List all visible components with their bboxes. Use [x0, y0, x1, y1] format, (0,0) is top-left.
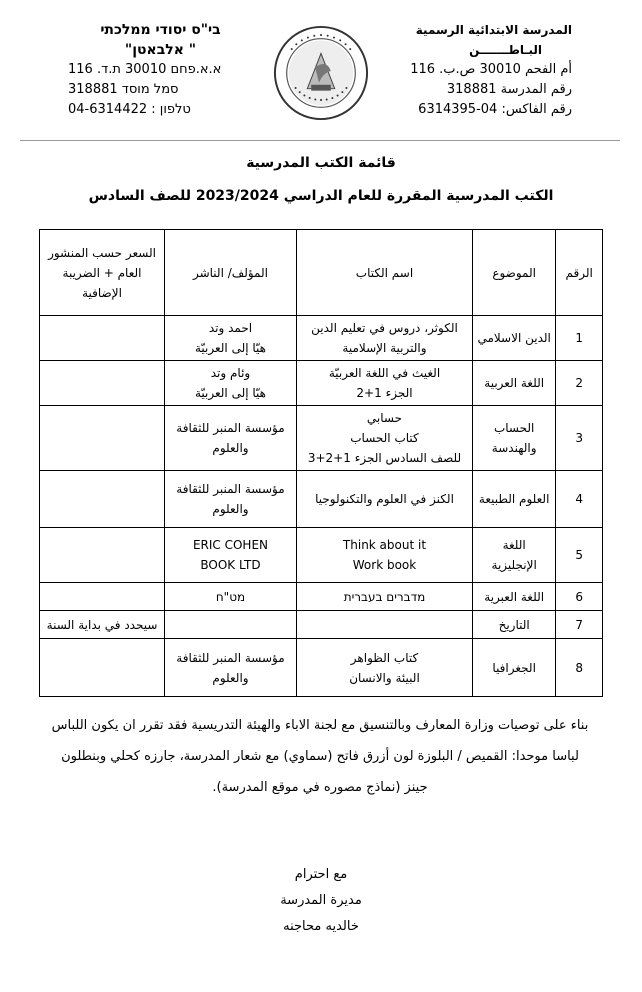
cell-subject: [473, 528, 556, 583]
cell-subject: [473, 639, 556, 697]
header-book: اسم الكتاب: [296, 230, 472, 316]
cell-author-line: هيّا إلى العربيّة: [194, 341, 266, 355]
cell-author: [165, 361, 297, 406]
school-sub-hebrew: " אלבאטן": [124, 42, 197, 58]
cell-author: [165, 611, 297, 639]
header-price: [40, 230, 165, 316]
table-row: [40, 583, 603, 611]
cell-book-line: الكوثر، دروس في تعليم الدين: [311, 321, 458, 335]
cell-price: سيحدد في بداية السنة: [40, 611, 165, 639]
svg-text:• • • • • • • • • • •: • • • • • • • • • • •: [290, 84, 352, 105]
cell-price: [40, 528, 165, 583]
cell-num: 6: [556, 583, 603, 611]
cell-subject-line: والهندسة: [491, 441, 537, 455]
cell-book-line: كتاب الحساب: [350, 431, 419, 445]
cell-subject-line: الإنجليزية: [491, 558, 537, 572]
cell-subject-line: العلوم الطبيعة: [478, 492, 550, 506]
table-row: [40, 639, 603, 697]
cell-num: 7: [556, 611, 603, 639]
school-number-arabic: رقم المدرسة 318881: [446, 82, 572, 97]
cell-book-line: الغيث في اللغة العربيّة: [328, 366, 441, 380]
header-hebrew-block: [68, 20, 253, 120]
cell-author-line: مؤسسة المنبر للثقافة: [176, 421, 285, 435]
cell-book-line: كتاب الظواهر: [350, 650, 419, 665]
fax-arabic: رقم الفاكس: 04-6314395: [418, 102, 572, 117]
cell-author: [165, 583, 297, 611]
cell-book-line: Think about it: [342, 538, 427, 552]
cell-book: [296, 316, 472, 361]
cell-author-line: احمد وتد: [208, 321, 253, 335]
table-row: [40, 361, 603, 406]
cell-author-line: مؤسسة المنبر للثقافة: [176, 482, 285, 496]
signature-role: مديرة المدرسة: [280, 893, 362, 908]
table-header-row: [40, 230, 603, 316]
cell-book-line: Work book: [352, 558, 417, 572]
cell-subject-line: الجغرافيا: [492, 660, 536, 675]
cell-subject-line: اللغة العربية: [484, 376, 545, 390]
cell-subject: [473, 583, 556, 611]
cell-price: [40, 406, 165, 471]
cell-book-line: للصف السادس الجزء 1+2+3: [307, 451, 462, 465]
cell-author-line: والعلوم: [212, 441, 249, 455]
cell-num: 3: [556, 406, 603, 471]
school-name-arabic: المدرسة الابتدائية الرسمية: [415, 23, 572, 37]
address-arabic: أم الفحم 30010 ص.ب. 116: [410, 62, 572, 77]
table-row: [40, 471, 603, 528]
cell-author-line: والعلوم: [212, 502, 249, 516]
school-sub-arabic: البـاطـــــــن: [469, 43, 542, 57]
cell-book: [296, 471, 472, 528]
header-divider: [20, 140, 620, 141]
signature-greeting: مع احترام: [294, 867, 348, 882]
cell-book: [296, 406, 472, 471]
address-hebrew: א.א.פחם 30010 ת.ד. 116: [68, 62, 222, 77]
header-price-line: العام + الضريبة: [62, 265, 142, 280]
signature-block: [0, 862, 642, 940]
cell-author: [165, 471, 297, 528]
table-row: [40, 611, 603, 639]
cell-subject-line: الحساب: [493, 421, 535, 435]
table-row: [40, 316, 603, 361]
school-name-hebrew: בי"ס יסודי ממלכתי: [100, 22, 221, 38]
notice-line: لباسا موحدا: القميص / البلوزة لون أزرق فاتح (سماوي) مع شعار المدرسة، جارزه كحلي وبنطلون: [61, 749, 579, 764]
cell-author-line: مؤسسة المنبر للثقافة: [176, 650, 285, 665]
cell-author: [165, 406, 297, 471]
cell-book-line: الجزء 1+2: [356, 386, 413, 400]
cell-subject-line: الدين الاسلامي: [477, 331, 551, 345]
cell-book: [296, 583, 472, 611]
cell-subject-line: اللغة: [502, 538, 526, 552]
books-table: [39, 229, 603, 697]
cell-book-line: الكنز في العلوم والتكنولوجيا: [315, 492, 454, 506]
svg-text:• • • • • • • • • • •: • • • • • • • • • • •: [287, 31, 355, 54]
header-subject: الموضوع: [473, 230, 556, 316]
header-arabic-block: [372, 20, 572, 120]
cell-author: [165, 528, 297, 583]
cell-author: [165, 639, 297, 697]
cell-book: [296, 611, 472, 639]
cell-author-line: وئام وتد: [210, 366, 251, 380]
cell-num: 8: [556, 639, 603, 697]
cell-author-line: ERIC COHEN: [192, 538, 269, 552]
cell-subject: [473, 471, 556, 528]
cell-subject-line: التاريخ: [498, 617, 530, 632]
header-author: المؤلف/ الناشر: [165, 230, 297, 316]
cell-book-line: מדברים בעברית: [343, 589, 426, 604]
cell-price: [40, 639, 165, 697]
cell-author-line: هيّا إلى العربيّة: [194, 386, 266, 400]
table-row: [40, 406, 603, 471]
header-price-line: الإضافية: [82, 285, 122, 300]
cell-author-line: BOOK LTD: [200, 558, 261, 572]
cell-subject-line: اللغة العبرية: [484, 589, 545, 604]
school-number-hebrew: סמל מוסד 318881: [68, 82, 179, 97]
cell-book-line: حسابي: [366, 411, 403, 425]
cell-price: [40, 316, 165, 361]
cell-book-line: والتربية الإسلامية: [342, 341, 427, 355]
cell-subject: [473, 316, 556, 361]
cell-price: [40, 471, 165, 528]
cell-num: 4: [556, 471, 603, 528]
cell-book: [296, 639, 472, 697]
cell-num: 2: [556, 361, 603, 406]
cell-author-line: والعلوم: [212, 670, 249, 685]
cell-subject: [473, 611, 556, 639]
cell-book: [296, 528, 472, 583]
school-seal-logo: [272, 24, 370, 122]
table-row: [40, 528, 603, 583]
page-subtitle: الكتب المدرسية المقررة للعام الدراسي 2023/2024 للصف السادس: [88, 188, 554, 204]
cell-price: [40, 583, 165, 611]
cell-author: [165, 316, 297, 361]
uniform-notice: [40, 710, 600, 803]
phone-hebrew: טלפון : 04-6314422: [68, 102, 191, 117]
cell-num: 5: [556, 528, 603, 583]
cell-num: 1: [556, 316, 603, 361]
cell-subject: [473, 406, 556, 471]
cell-subject: [473, 361, 556, 406]
notice-line: جينز (نماذج مصوره في موقع المدرسة).: [212, 780, 428, 795]
header-price-line: السعر حسب المنشور: [48, 245, 156, 260]
page-title: قائمة الكتب المدرسية: [246, 155, 396, 171]
cell-book-line: البيئة والانسان: [349, 670, 420, 685]
cell-price: [40, 361, 165, 406]
cell-author-line: מט"ח: [215, 589, 246, 604]
signature-name: خالديه محاجنه: [283, 919, 359, 934]
header-num: الرقم: [556, 230, 603, 316]
cell-book: [296, 361, 472, 406]
notice-line: بناء على توصيات وزارة المعارف وبالتنسيق مع لجنة الاباء والهيئة التدريسية فقد تقرر ان يكون اللباس: [51, 718, 589, 733]
